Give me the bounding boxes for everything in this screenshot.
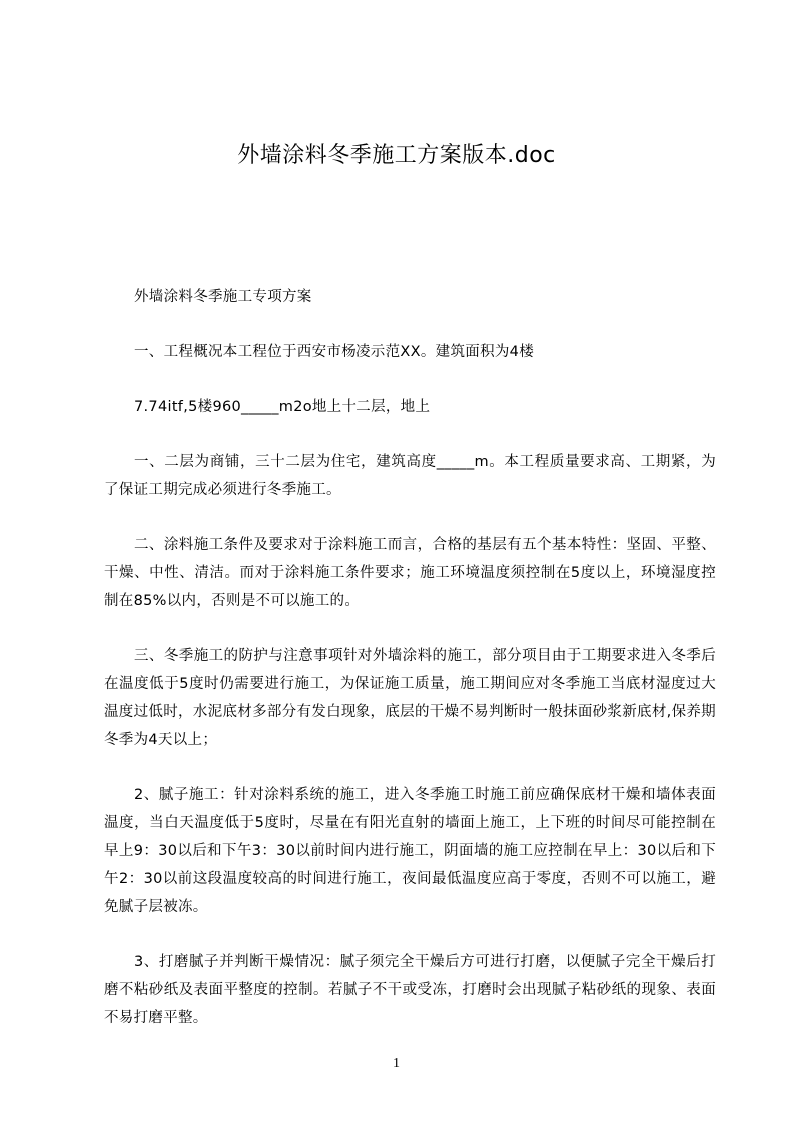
page-number: 1 <box>393 1056 400 1071</box>
document-body <box>104 280 716 1059</box>
paragraph-area: 7.74itf,5楼960_____m2o地上十二层，地上 <box>134 399 431 415</box>
paragraph-floors: 一、二层为商铺，三十二层为住宅，建筑高度_____m。本工程质量要求高、工期紧，为了保证工期完成必须进行冬季施工。 <box>104 454 716 498</box>
paragraph-project-overview: 一、工程概况本工程位于西安市杨凌示范XX。建筑面积为4楼 <box>134 344 534 360</box>
document-title: 外墙涂料冬季施工方案版本.doc <box>237 143 556 168</box>
paragraph-winter-protection: 三、冬季施工的防护与注意事项针对外墙涂料的施工，部分项目由于工期要求进入冬季后在温度低于5度时仍需要进行施工，为保证施工质量，施工期间应对冬季施工当底材湿度过大温度过低时，水泥底材多部分有发白现象，底层的干燥不易判断时一般抹面砂浆新底材,保养期冬季为4天以上； <box>104 648 716 748</box>
paragraph-conditions: 二、涂料施工条件及要求对于涂料施工而言，合格的基层有五个基本特性：坚固、平整、干燥、中性、清洁。而对于涂料施工条件要求；施工环境温度须控制在5度以上，环境湿度控制在85%以内，否则是不可以施工的。 <box>104 537 716 609</box>
paragraph-sanding: 3、打磨腻子并判断干燥情况：腻子须完全干燥后方可进行打磨，以便腻子完全干燥后打磨不粘砂纸及表面平整度的控制。若腻子不干或受冻，打磨时会出现腻子粘砂纸的现象、表面不易打磨平整。 <box>104 954 716 1026</box>
paragraph-putty-work: 2、腻子施工：针对涂料系统的施工，进入冬季施工时施工前应确保底材干燥和墙体表面温度，当白天温度低于5度时，尽量在有阳光直射的墙面上施工，上下班的时间尽可能控制在早上9：30以后和下午3：30以前时间内进行施工，阴面墙的施工应控制在早上：30以后和下午2：30以前这段温度较高的时间进行施工，夜间最低温度应高于零度，否则不可以施工，避免腻子层被冻。 <box>104 787 716 915</box>
paragraph-heading: 外墙涂料冬季施工专项方案 <box>134 289 312 305</box>
